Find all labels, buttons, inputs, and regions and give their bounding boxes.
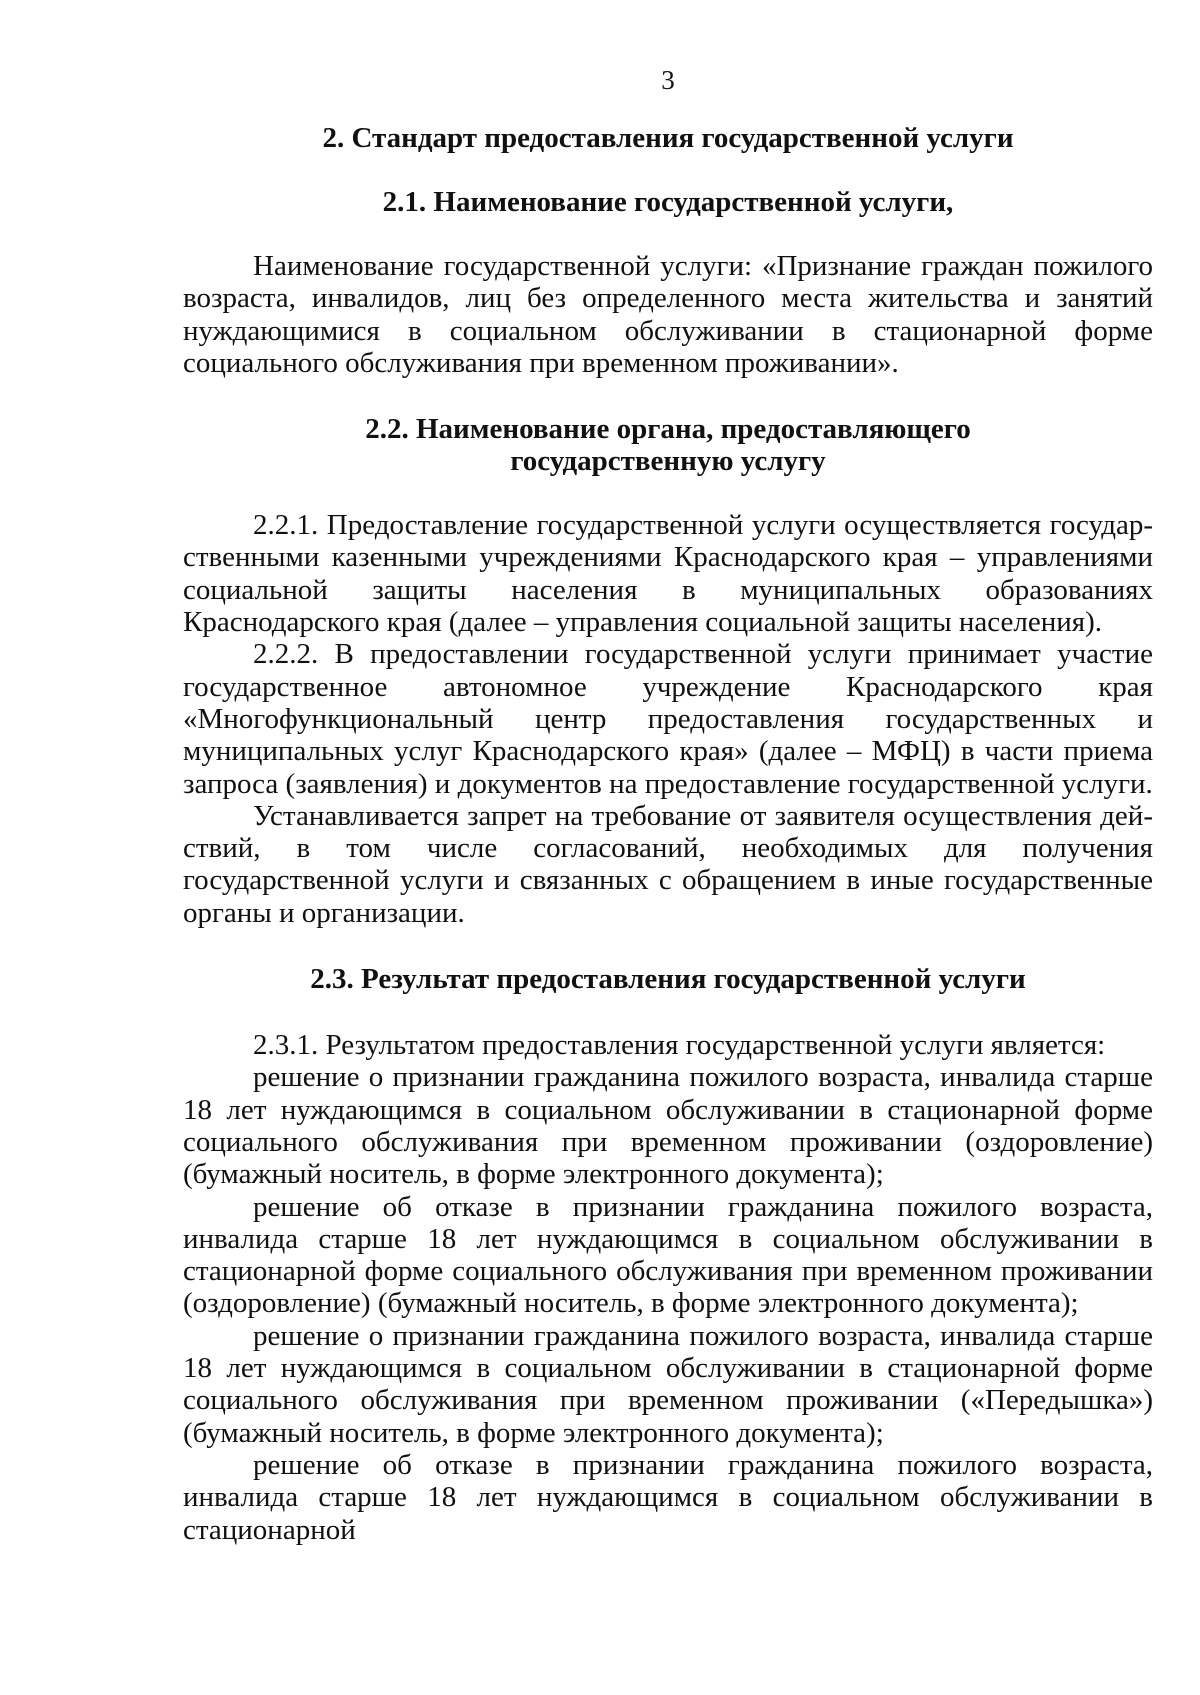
document-page xyxy=(183,64,1153,1546)
section-2-3-heading: 2.3. Результат предоставления государственной услуги xyxy=(310,963,1026,996)
section-2-3-paragraph: решение об отказе в признании гражданина пожилого возраста, инвалида старше 18 лет нуждающимся в социальном обслуживании в стационарной xyxy=(183,1448,1153,1546)
section-2-3-paragraph: решение о признании гражданина пожилого возраста, инвалида старше 18 лет нуждающимся в социальном обслуживании в стационарной форме социального обслуживания при временном проживании (оздоровление) (бумажный носитель, в форме электронного документа); xyxy=(183,1061,1153,1191)
section-2-3-paragraph: 2.3.1. Результатом предоставления государственной услуги является: xyxy=(253,1029,1106,1062)
section-2-2-paragraph: 2.2.2. В предоставлении государственной услуги принимает участие государственное автономное учреждение Краснодарского края «Многофункциональный центр предоставления государственных и муниципальных услуг Краснодарского края» (далее – МФЦ) в части приема запроса (заявления) и документов на предоставление государственной услуги. xyxy=(183,638,1153,800)
section-2-2-heading xyxy=(183,413,1153,477)
section-2-2-heading-line2: государственную услугу xyxy=(510,445,826,478)
section-2-1-paragraph: Наименование государственной услуги: «Признание граждан пожилого возраста, инвалидов, лиц без определенного места жительства и занятий нуждающимися в социальном обслуживании в стационарной форме социального обслуживания при временном проживании». xyxy=(183,250,1153,379)
section-2-3-paragraph: решение о признании гражданина пожилого возраста, инвалида старше 18 лет нуждающимся в социальном обслуживании в стационарной форме социального обслуживания при временном проживании («Передышка») (бумажный носитель, в форме электронного документа); xyxy=(183,1319,1153,1449)
section-2-2-heading-line1: 2.2. Наименование органа, предоставляющего xyxy=(365,413,971,446)
section-2-2-paragraph: Устанавливается запрет на требование от заявителя осуществления действий, в том числе согласований, необходимых для получения государственной услуги и связанных с обращением в иные государственные органы и организации. xyxy=(183,799,1153,929)
main-heading: 2. Стандарт предоставления государственной услуги xyxy=(322,122,1014,154)
section-2-1-heading: 2.1. Наименование государственной услуги, xyxy=(382,186,954,218)
page-number: 3 xyxy=(661,65,675,95)
section-2-3-paragraph: решение об отказе в признании гражданина пожилого возраста, инвалида старше 18 лет нуждающимся в социальном обслуживании в стационарной форме социального обслуживания при временном проживании (оздоровление) (бумажный носитель, в форме электронного документа); xyxy=(183,1190,1153,1320)
section-2-2-paragraph: 2.2.1. Предоставление государственной услуги осуществляется государственными казенными учреждениями Краснодарского края – управлениями социальной защиты населения в муниципальных образованиях Краснодарского края (далее – управления социальной защиты населения). xyxy=(183,509,1153,639)
